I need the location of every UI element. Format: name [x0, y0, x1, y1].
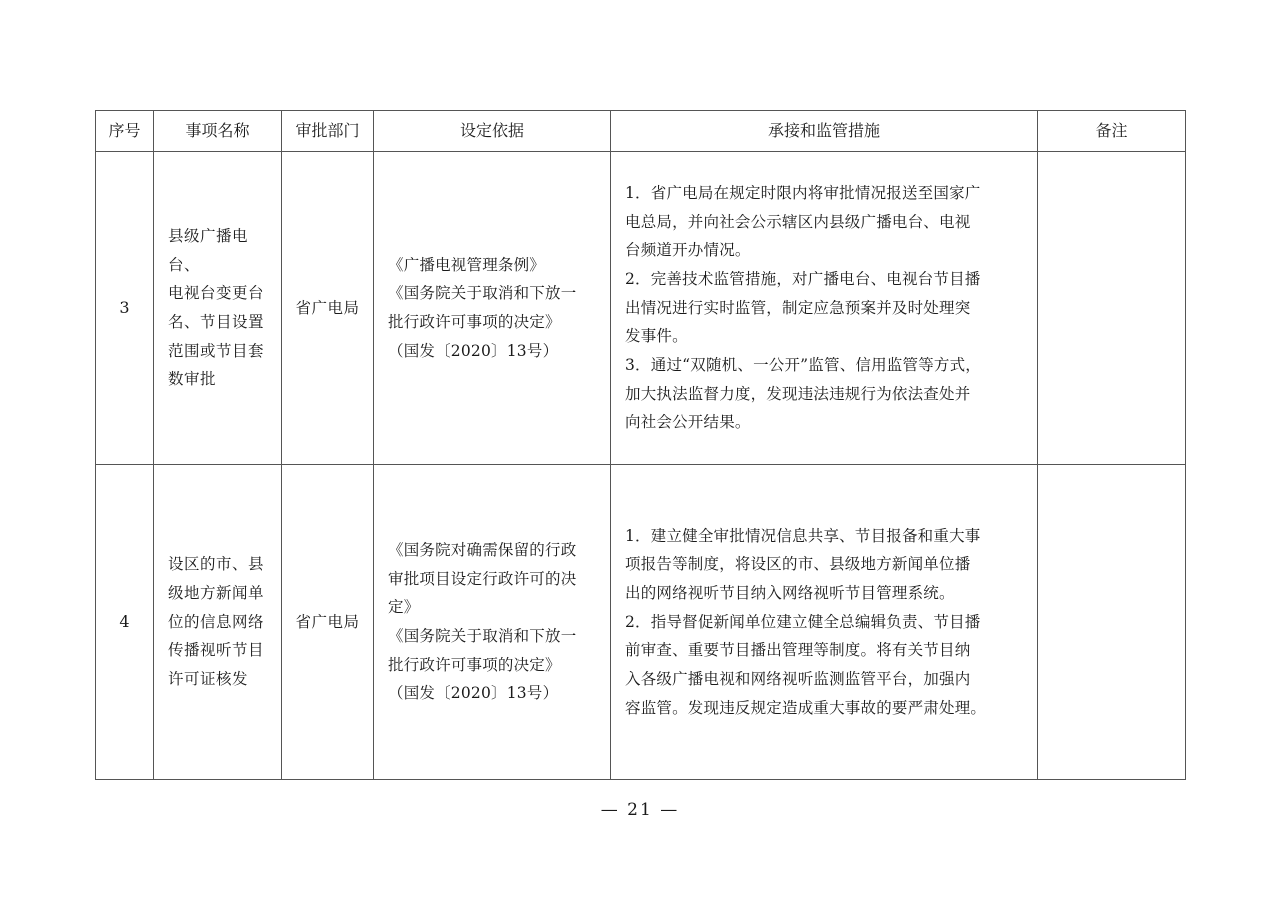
text-line: 《国务院对确需保留的行政 [388, 540, 577, 559]
text-line: 前审查、重要节目播出管理等制度。将有关节目纳 [625, 641, 971, 660]
text-line: 发事件。 [625, 327, 688, 346]
text-line: 传播视听节目 [168, 641, 265, 660]
cell-item-name [154, 465, 282, 780]
table-body [96, 152, 1186, 780]
table-header-row [96, 111, 1186, 152]
text-line: 1．建立健全审批情况信息共享、节目报备和重大事 [625, 526, 981, 545]
cell-serial-number: 4 [96, 465, 154, 780]
text-line: 《国务院关于取消和下放一 [388, 627, 577, 645]
text-line: 名、节目设置 [168, 313, 265, 331]
text-line: 《国务院关于取消和下放一 [388, 284, 577, 303]
table-header [96, 111, 1186, 152]
cell-approval-department: 省广电局 [282, 465, 374, 780]
cell-approval-department: 省广电局 [282, 152, 374, 465]
text-line: 批行政许可事项的决定》 [388, 655, 561, 674]
column-header-备注: 备注 [1038, 111, 1186, 152]
cell-item-name [154, 152, 282, 465]
text-line: 加大执法监督力度，发现违法违规行为依法查处并 [625, 384, 971, 403]
text-line: 级地方新闻单 [168, 583, 265, 602]
text-line: （国发〔2020〕13号） [388, 684, 559, 703]
cell-legal-basis [374, 152, 611, 465]
text-line: 容监管。发现违反规定造成重大事故的要严肃处理。 [625, 698, 987, 717]
column-header-序号: 序号 [96, 111, 154, 152]
text-line: 3．通过“双随机、一公开”监管、信用监管等方式， [625, 356, 982, 374]
column-header-事项名称: 事项名称 [154, 111, 282, 152]
text-line: 《广播电视管理条例》 [388, 255, 546, 274]
text-line: 设区的市、县 [168, 555, 265, 574]
cell-serial-number: 3 [96, 152, 154, 465]
text-line: 数审批 [168, 370, 217, 389]
text-line: 出情况进行实时监管，制定应急预案并及时处理突 [625, 298, 971, 317]
text-line: 出的网络视听节目纳入网络视听节目管理系统。 [625, 583, 955, 602]
text-line: 入各级广播电视和网络视听监测监管平台，加强内 [625, 670, 971, 688]
text-line: 许可证核发 [168, 670, 249, 688]
cell-remarks [1038, 152, 1186, 465]
text-line: 定》 [388, 598, 420, 617]
cell-remarks [1038, 465, 1186, 780]
text-line: 项报告等制度，将设区的市、县级地方新闻单位播 [625, 555, 971, 574]
text-line: （国发〔2020〕13号） [388, 341, 559, 360]
text-line: 批行政许可事项的决定》 [388, 313, 561, 331]
text-line: 范围或节目套 [168, 341, 265, 360]
text-line: 2．指导督促新闻单位建立健全总编辑负责、节目播 [625, 612, 981, 631]
table-row [96, 465, 1186, 780]
text-line: 审批项目设定行政许可的决 [388, 569, 577, 588]
administrative-approval-table [95, 110, 1186, 780]
column-header-承接和监管措施: 承接和监管措施 [611, 111, 1038, 152]
cell-legal-basis [374, 465, 611, 780]
text-line: 电视台变更台 [168, 284, 265, 303]
cell-supervision-measures [611, 465, 1038, 780]
text-line: 1．省广电局在规定时限内将审批情况报送至国家广 [625, 183, 981, 202]
text-line: 位的信息网络 [168, 612, 265, 631]
table-row [96, 152, 1186, 465]
text-line: 县级广播电台、 [168, 226, 249, 274]
text-line: 台频道开办情况。 [625, 241, 751, 260]
text-line: 2．完善技术监管措施，对广播电台、电视台节目播 [625, 269, 981, 288]
column-header-设定依据: 设定依据 [374, 111, 611, 152]
text-line: 电总局，并向社会公示辖区内县级广播电台、电视 [625, 212, 971, 231]
text-line: 向社会公开结果。 [625, 413, 751, 432]
cell-supervision-measures [611, 152, 1038, 465]
column-header-审批部门: 审批部门 [282, 111, 374, 152]
page-number: — 21 — [600, 800, 680, 820]
